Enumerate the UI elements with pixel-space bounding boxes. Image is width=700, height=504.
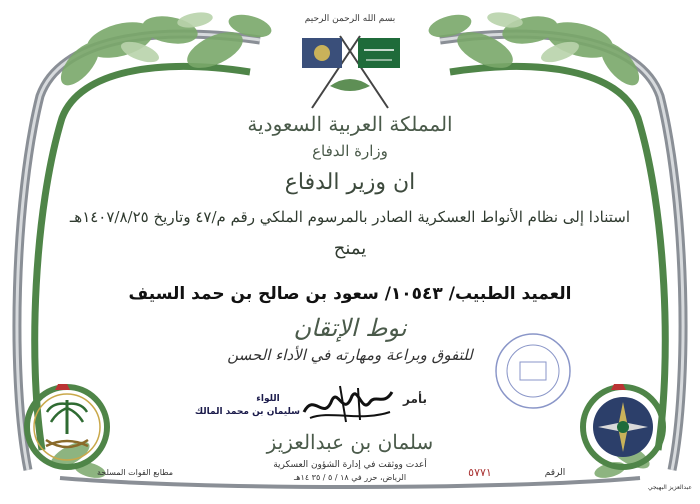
- grants-word: يمنح: [333, 238, 367, 259]
- armed-forces-palm-swords-icon: [22, 382, 112, 472]
- air-force-wings-icon: [578, 382, 668, 472]
- handwritten-signature-icon: [300, 382, 396, 426]
- rank-holder-name: سليمان بن محمد المالك: [194, 407, 300, 417]
- press-name: مطابع القوات المسلحة: [97, 468, 173, 477]
- medal-name: نوط الإتقان: [293, 314, 407, 342]
- crossed-flags-emblem-icon: [290, 28, 410, 112]
- signer-name: سلمان بن عبدالعزيز: [266, 430, 434, 454]
- basmala: بسم الله الرحمن الرحيم: [304, 14, 396, 24]
- recipient-name: العميد الطبيب/ ١٠٥٤٣/ سعود بن صالح بن حمد السيف: [128, 284, 572, 304]
- ministry-title: وزارة الدفاع: [312, 142, 388, 160]
- rank-label: اللواء: [256, 394, 280, 404]
- kingdom-title: المملكة العربية السعودية: [247, 112, 453, 136]
- by-order-label: بأمر: [403, 392, 427, 406]
- certificate-number: ٥٧٧١: [468, 466, 492, 479]
- award-reason: للتفوق وبراعة ومهارته في الأداء الحسن: [227, 346, 473, 364]
- corner-note: عبدالعزيز البهيجي: [648, 484, 692, 491]
- number-label: الرقم: [544, 468, 566, 478]
- ministry-seal-stamp-icon: [492, 330, 574, 412]
- decree-basis: استنادا إلى نظام الأنواط العسكرية الصادر بالمرسوم الملكي رقم م/٤٧ وتاريخ ١٤٠٧/٨/٢٥هـ: [69, 208, 630, 226]
- issue-date: الرياض، حرر في ١٨ / ٥ / ٣٥ ١٤هـ: [293, 473, 407, 482]
- issued-by: أعدت ووثقت في إدارة الشؤون العسكرية: [273, 460, 427, 470]
- minister-title: ان وزير الدفاع: [284, 170, 416, 195]
